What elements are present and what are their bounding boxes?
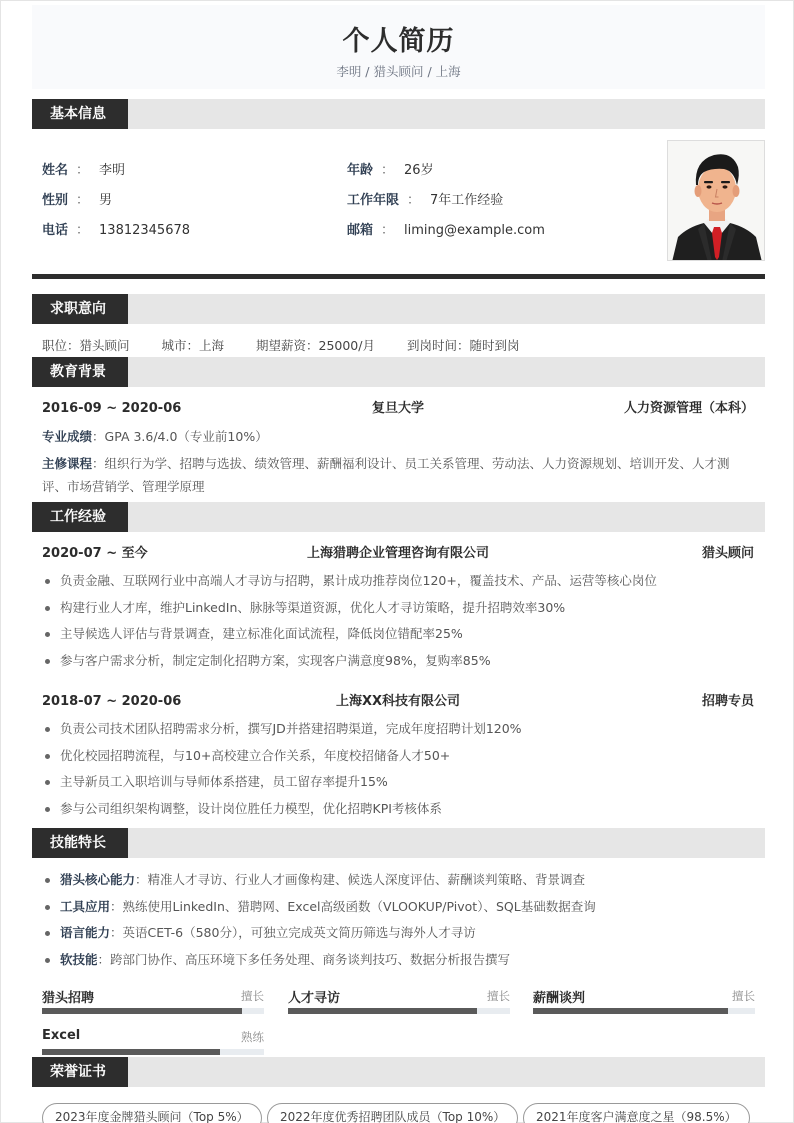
info-gender: 性别 ： 男 xyxy=(42,193,113,208)
work-row-2 xyxy=(42,692,754,712)
intent-availability: 到岗时间：随时到岗 xyxy=(406,338,520,353)
skill-bar xyxy=(42,987,264,1027)
section-title: 求职意向 xyxy=(32,294,128,324)
skill-name: 薪酬谈判 xyxy=(533,991,586,1006)
award-tag: 2021年度客户满意度之星（98.5%） xyxy=(523,1103,750,1123)
section-header-education xyxy=(32,357,765,387)
work-company: 上海猎聘企业管理咨询有限公司 xyxy=(306,546,489,561)
info-label: 年龄 xyxy=(347,163,374,178)
info-age: 年龄 ： 26岁 xyxy=(347,163,434,178)
skill-bar xyxy=(533,987,755,1027)
skill-level: 擅长 xyxy=(732,989,755,1003)
work-period: 2020-07 ~ 至今 xyxy=(42,546,148,561)
work-period: 2018-07 ~ 2020-06 xyxy=(42,694,182,709)
intent-position: 职位：猎头顾问 xyxy=(42,338,130,353)
list-item: 参与公司组织架构调整，设计岗位胜任力模型，优化招聘KPI考核体系 xyxy=(42,796,754,823)
info-label: 姓名 xyxy=(42,163,69,178)
section-title: 荣誉证书 xyxy=(32,1057,128,1087)
page-subtitle: 李明 / 猎头顾问 / 上海 xyxy=(336,64,461,79)
section-header-work xyxy=(32,502,765,532)
section-title: 技能特长 xyxy=(32,828,128,858)
list-item: 猎头核心能力：精准人才寻访、行业人才画像构建、候选人深度评估、薪酬谈判策略、背景调查 xyxy=(42,867,754,894)
section-title: 教育背景 xyxy=(32,357,128,387)
person-avatar-icon xyxy=(668,141,765,261)
award-tag: 2023年度金牌猎头顾问（Top 5%） xyxy=(42,1103,262,1123)
education-school: 复旦大学 xyxy=(371,401,424,416)
info-email: 邮箱 ： liming@example.com xyxy=(347,223,545,238)
skill-fill xyxy=(42,1049,220,1055)
education-courses: 主修课程：组织行为学、招聘与选拔、绩效管理、薪酬福利设计、员工关系管理、劳动法、人力资源规划、培训开发、人才测评、市场营销学、管理学原理 xyxy=(42,456,730,494)
skill-fill xyxy=(42,1008,242,1014)
job-intent-row xyxy=(42,337,547,355)
skill-fill xyxy=(288,1008,477,1014)
skills-bullets xyxy=(42,867,754,973)
award-tag: 2022年度优秀招聘团队成员（Top 10%） xyxy=(267,1103,518,1123)
info-name: 姓名 ： 李明 xyxy=(42,163,126,178)
intent-city: 城市：上海 xyxy=(161,338,225,353)
info-label: 性别 xyxy=(42,193,69,208)
education-major: 人力资源管理（本科） xyxy=(623,401,754,416)
skill-bar xyxy=(288,987,510,1027)
skill-track xyxy=(42,1049,264,1055)
list-item: 构建行业人才库，维护LinkedIn、脉脉等渠道资源，优化人才寻访策略，提升招聘效率30% xyxy=(42,595,754,622)
skill-track xyxy=(42,1008,264,1014)
info-value: 26岁 xyxy=(404,163,434,178)
work-company: 上海XX科技有限公司 xyxy=(335,694,461,709)
work-role: 招聘专员 xyxy=(701,694,754,709)
work-role: 猎头顾问 xyxy=(701,546,754,561)
section-title: 基本信息 xyxy=(32,99,128,129)
section-header-skills xyxy=(32,828,765,858)
info-value: 7年工作经验 xyxy=(430,193,504,208)
section-divider xyxy=(32,274,765,279)
info-value: 13812345678 xyxy=(99,223,191,238)
list-item: 参与客户需求分析，制定定制化招聘方案，实现客户满意度98%，复购率85% xyxy=(42,648,754,675)
education-gpa: 专业成绩：GPA 3.6/4.0（专业前10%） xyxy=(42,429,268,444)
list-item: 主导新员工入职培训与导师体系搭建，员工留存率提升15% xyxy=(42,769,754,796)
skill-name: Excel xyxy=(42,1028,81,1043)
skill-level: 擅长 xyxy=(487,989,510,1003)
skill-track xyxy=(288,1008,510,1014)
info-experience-years: 工作年限 ： 7年工作经验 xyxy=(347,193,504,208)
info-phone: 电话 ： 13812345678 xyxy=(42,223,191,238)
intent-salary: 期望薪资：25000/月 xyxy=(256,338,375,353)
info-label: 电话 xyxy=(42,223,69,238)
section-header-intent xyxy=(32,294,765,324)
info-label: 工作年限 xyxy=(347,193,400,208)
info-label: 邮箱 xyxy=(347,223,374,238)
skill-fill xyxy=(533,1008,728,1014)
avatar-photo xyxy=(667,140,765,261)
work-bullets-2 xyxy=(42,716,754,822)
section-header-basic xyxy=(32,99,765,129)
work-bullets-1 xyxy=(42,568,754,674)
list-item: 负责金融、互联网行业中高端人才寻访与招聘，累计成功推荐岗位120+，覆盖技术、产品、运营等核心岗位 xyxy=(42,568,754,595)
section-header-awards xyxy=(32,1057,765,1087)
skill-name: 猎头招聘 xyxy=(42,991,95,1006)
list-item: 软技能：跨部门协作、高压环境下多任务处理、商务谈判技巧、数据分析报告撰写 xyxy=(42,947,754,974)
info-value: 男 xyxy=(99,193,113,208)
list-item: 工具应用：熟练使用LinkedIn、猎聘网、Excel高级函数（VLOOKUP/Pivot）、SQL基础数据查询 xyxy=(42,894,754,921)
section-title: 工作经验 xyxy=(32,502,128,532)
info-value: liming@example.com xyxy=(404,223,545,238)
skill-level: 擅长 xyxy=(241,989,264,1003)
list-item: 语言能力：英语CET-6（580分），可独立完成英文简历筛选与海外人才寻访 xyxy=(42,920,754,947)
education-row xyxy=(42,399,754,419)
list-item: 主导候选人评估与背景调查，建立标准化面试流程，降低岗位错配率25% xyxy=(42,621,754,648)
resume-header xyxy=(32,5,765,89)
skill-track xyxy=(533,1008,755,1014)
education-period: 2016-09 ~ 2020-06 xyxy=(42,401,182,416)
skill-name: 人才寻访 xyxy=(288,991,341,1006)
skill-level: 熟练 xyxy=(241,1030,264,1044)
work-row-1 xyxy=(42,544,754,564)
list-item: 负责公司技术团队招聘需求分析，撰写JD并搭建招聘渠道，完成年度招聘计划120% xyxy=(42,716,754,743)
info-value: 李明 xyxy=(99,163,126,178)
page-title: 个人简历 xyxy=(342,26,455,57)
list-item: 优化校园招聘流程，与10+高校建立合作关系，年度校招储备人才50+ xyxy=(42,743,754,770)
